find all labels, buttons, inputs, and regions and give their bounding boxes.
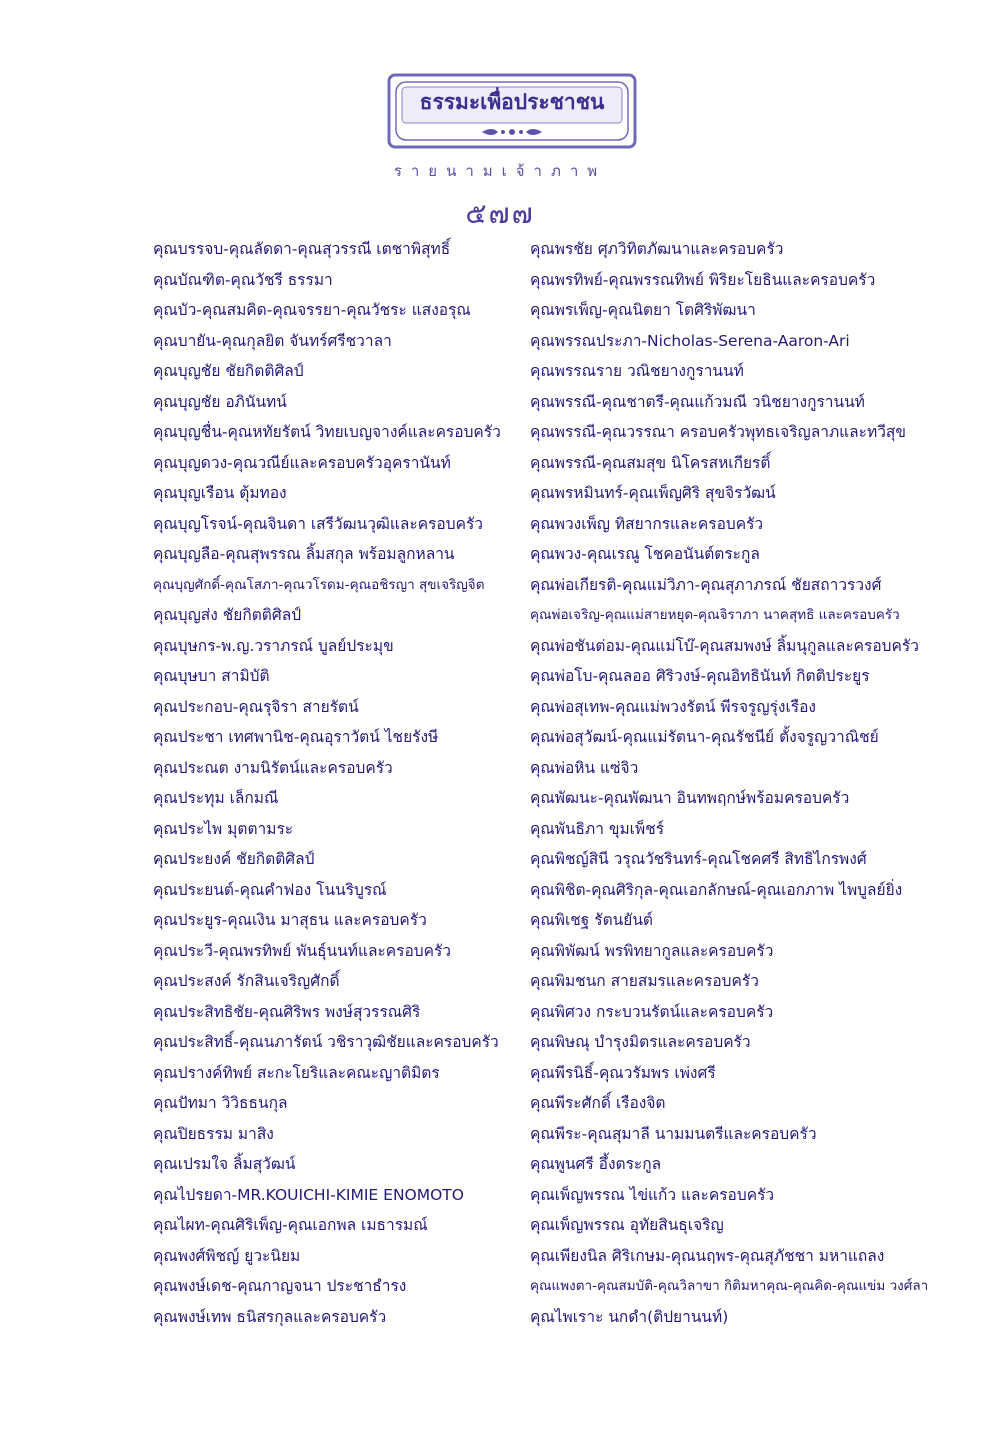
donor-entry: คุณพิชญ์สินี วรุณวัชรินทร์-คุณโชคศรี สิทธิไกรพงศ์ [530,850,867,868]
donor-entry: คุณพ่อสุเทพ-คุณแม่พวงรัตน์ พีรจรูญรุ่งเรือง [530,697,816,716]
donor-entry: คุณบุญชื่น-คุณหทัยรัตน์ วิทยเบญจางค์และครอบครัว [153,423,501,441]
donor-entry: คุณพ่อโบ-คุณลออ ศิริวงษ์-คุณอิทธินันท์ กิตติประยูร [530,667,870,685]
donor-entry: คุณไปรยดา-MR.KOUICHI-KIMIE ENOMOTO [153,1185,464,1204]
donor-entry: คุณพรรณี-คุณชาตรี-คุณแก้วมณี วนิชยางกูรานนท์ [530,392,865,411]
donor-entry: คุณบัว-คุณสมคิด-คุณจรรยา-คุณวัชระ แสงอรุณ [153,301,471,319]
donor-entry: คุณพิษณุ บำรุงมิตรและครอบครัว [530,1033,751,1051]
donor-entry: คุณบุญชัย อภินันทน์ [153,392,287,411]
donor-entry: คุณบายัน-คุณกุลยิต จันทร์ศรีชวาลา [153,331,392,350]
donor-entry: คุณเพ็ญพรรณ อุทัยสินธุเจริญ [530,1216,724,1234]
donor-entry: คุณพีระ-คุณสุมาลี นามมนตรีและครอบครัว [530,1124,817,1143]
donor-entry: คุณเพียงนิล ศิริเกษม-คุณนฤพร-คุณสุภัชชา มหาแถลง [530,1246,885,1265]
donor-entry: คุณบัณฑิต-คุณวัชรี ธรรมา [153,270,333,289]
donor-entry: คุณพงศ์พิชญ์ ยูวะนิยม [153,1246,301,1265]
donor-entry: คุณบุญโรจน์-คุณจินดา เสรีวัฒนวุฒิและครอบครัว [153,514,483,533]
donor-entry: คุณประยนต์-คุณคำฟอง โนนริบูรณ์ [153,880,387,899]
donor-entry: คุณเปรมใจ ลิ้มสุวัฒน์ [153,1155,296,1173]
donor-entry: คุณประสิทธิ์-คุณนภารัตน์ วชิราวุฒิชัยและครอบครัว [153,1033,499,1051]
donor-entry: คุณพรรณี-คุณสมสุข นิโครสหเกียรติ์ [530,453,771,472]
donor-entry: คุณพรรณราย วณิชยางกูรานนท์ [530,362,744,380]
donor-entry: คุณพิเชฐ รัตนยันต์ [530,911,653,929]
donor-entry: คุณพรทิพย์-คุณพรรณทิพย์ พิริยะโยธินและครอบครัว [530,270,876,289]
donor-entry: คุณพ่อชันต่อม-คุณแม่โบ๊-คุณสมพงษ์ ลิ้มนุกูลและครอบครัว [530,636,919,655]
donor-entry: คุณพรเพ็ญ-คุณนิตยา โตศิริพัฒนา [530,301,756,319]
donor-entry: คุณประสิทธิชัย-คุณศิริพร พงษ์สุวรรณศิริ [153,1002,421,1021]
donor-entry: คุณปิยธรรม มาสิง [153,1124,274,1143]
page-subtitle: รายนามเจ้าภาพ [393,162,607,180]
donor-entry: คุณประชา เทศพานิช-คุณอุราวัตน์ ไชยรังษี [153,728,439,746]
donor-entry: คุณประไพ มุตตามระ [153,819,294,838]
donor-entry: คุณพ่อเจริญ-คุณแม่สายหยุด-คุณจิราภา นาคสุทธิ และครอบครัว [530,607,900,623]
donor-entry: คุณบุญดวง-คุณวณีย์และครอบครัวอุครานันท์ [153,453,451,472]
donor-entry: คุณบรรจบ-คุณลัดดา-คุณสุวรรณี เตชาพิสุทธิ์ [153,240,451,258]
donor-entry: คุณพ่อเกียรติ-คุณแม่วิภา-คุณสุภาภรณ์ ชัยสถาวรวงศ์ [530,575,882,594]
donor-entry: คุณพิชิต-คุณศิริกุล-คุณเอกลักษณ์-คุณเอกภาพ ไพบูลย์ยิ่ง [530,880,903,899]
donor-entry: คุณประสงค์ รักสินเจริญศักดิ์ [153,972,340,990]
donor-entry: คุณไผท-คุณศิริเพ็ญ-คุณเอกพล เมธารมณ์ [153,1216,428,1234]
donor-entry: คุณพัฒนะ-คุณพัฒนา อินทพฤกษ์พร้อมครอบครัว [530,789,850,807]
page-number: ๕๗๗ [465,197,535,230]
donor-entry: คุณบุญส่ง ชัยกิตติศิลป์ [153,606,302,624]
donor-entry: คุณประยงค์ ชัยกิตติศิลป์ [153,850,315,868]
donor-entry: คุณประกอบ-คุณรุจิรา สายรัตน์ [153,697,359,716]
donor-entry: คุณประณต งามนิรัตน์และครอบครัว [153,758,393,777]
donor-entry: คุณพีระศักดิ์ เรืองจิต [530,1094,666,1112]
donor-entry: คุณบุษบา สามิบัติ [153,667,270,685]
donor-entry: คุณแพงตา-คุณสมบัติ-คุณวิลาขา กิติมหาคุณ-คุณคิด-คุณแข่ม วงศ์ลา [530,1278,929,1294]
donor-entry: คุณพรรณประภา-Nicholas-Serena-Aaron-Ari [530,331,850,350]
donor-entry: คุณพ่อสุวัฒน์-คุณแม่รัตนา-คุณรัชนีย์ ตั้งจรูญวาณิชย์ [530,728,879,746]
donor-entry: คุณพิมชนก สายสมรและครอบครัว [530,972,759,990]
donor-entry: คุณประยูร-คุณเงิน มาสุธน และครอบครัว [153,911,427,929]
donor-entry: คุณพงษ์เทพ ธนิสรกุลและครอบครัว [153,1307,387,1326]
donor-entry: คุณพรชัย ศุภวิทิตภัฒนาและครอบครัว [530,240,784,258]
donor-entry: คุณบุญเรือน ตุ้มทอง [153,484,287,502]
donor-entry: คุณพันธิภา ขุมเพ็ชร์ [530,819,665,838]
donor-entry: คุณพิพัฒน์ พรพิทยากูลและครอบครัว [530,941,774,960]
donor-entry: คุณพวงเพ็ญ ทิสยากรและครอบครัว [530,514,764,533]
donor-entry: คุณบุญศักดิ์-คุณโสภา-คุณวโรดม-คุณอชิรญา สุขเจริญจิต [153,576,485,593]
donor-entry: คุณพีรนิธิ์-คุณวรัมพร เพ่งศรี [530,1063,716,1082]
donor-entry: คุณบุญลือ-คุณสุพรรณ ลิ้มสกุล พร้อมลูกหลาน [153,545,455,563]
donor-entry: คุณพรหมินทร์-คุณเพ็ญศิริ สุขจิรวัฒน์ [530,484,776,502]
logo [386,72,638,150]
donor-list-right [530,234,970,1332]
donor-entry: คุณประวี-คุณพรทิพย์ พันธุ์นนท์และครอบครัว [153,941,452,960]
donor-list-left [153,234,525,1332]
donor-entry: คุณพงษ์เดช-คุณกาญจนา ประชาธำรง [153,1277,407,1295]
donor-entry: คุณบุญชัย ชัยกิตติศิลป์ [153,362,304,380]
donor-entry: คุณพิศวง กระบวนรัตน์และครอบครัว [530,1002,774,1021]
donor-entry: คุณพวง-คุณเรณู โชคอนันต์ตระกูล [530,545,760,563]
donor-entry: คุณพรรณี-คุณวรรณา ครอบครัวพุทธเจริญลาภและทวีสุข [530,423,906,441]
donor-entry: คุณประทุม เล็กมณี [153,789,279,807]
donor-entry: คุณพ่อหิน แซ่จิว [530,758,639,777]
logo-text: ธรรมะเพื่อประชาชน [419,90,605,114]
donor-entry: คุณเพ็ญพรรณ ไข่แก้ว และครอบครัว [530,1185,775,1204]
donor-entry: คุณไพเราะ นกดำ(ติปยานนท์) [530,1307,729,1326]
donor-entry: คุณพูนศรี อึ้งตระกูล [530,1155,662,1173]
donor-entry: คุณปัทมา วิวิธธนกุล [153,1094,288,1112]
donor-entry: คุณบุษกร-พ.ญ.วราภรณ์ บูลย์ประมุข [153,636,394,655]
donor-entry: คุณปรางค์ทิพย์ สะกะโยริและคณะญาติมิตร [153,1063,440,1082]
